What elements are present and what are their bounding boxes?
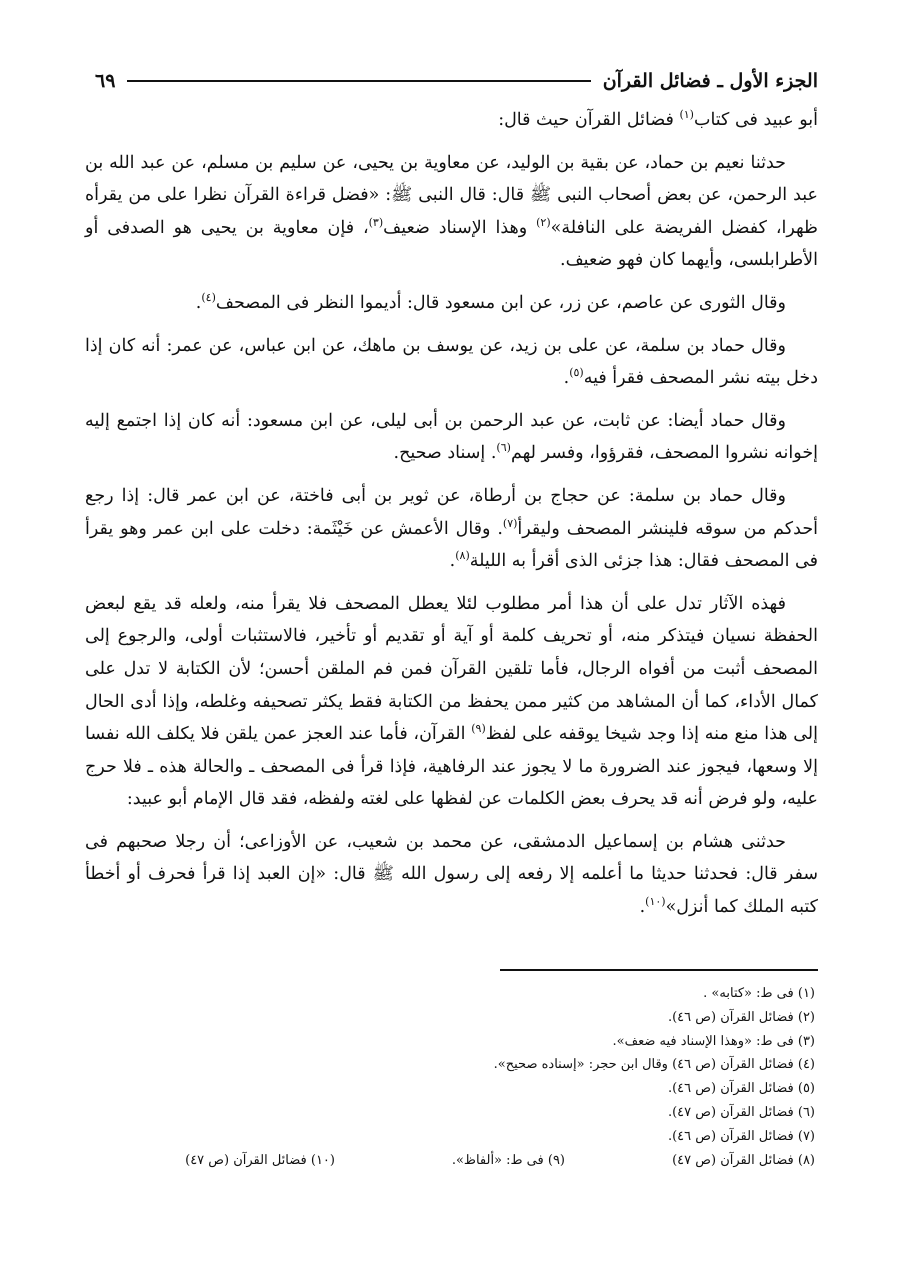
text-run: وقال حماد بن سلمة، عن على بن زيد، عن يوسف بن ماهك، عن ابن عباس، عن عمر: أنه كان إذا دخل بيته نشر المصحف فقرأ فيه bbox=[85, 335, 818, 389]
text-run: . إسناد صحيح. bbox=[393, 443, 497, 464]
paragraph bbox=[85, 104, 818, 137]
header-rule bbox=[127, 80, 590, 82]
text-run: . وقال الأعمش عن خَيْثَمة: دخلت على ابن عمر وهو يقرأ فى المصحف فقال: هذا جزئى الذى أقرأ به الليلة bbox=[85, 518, 818, 572]
paragraph bbox=[85, 330, 818, 395]
page-number: ٦٩ bbox=[95, 70, 116, 92]
paragraph bbox=[85, 287, 818, 320]
text-run: وقال حماد بن سلمة: عن حجاج بن أرطاة، عن ثوير بن أبى فاختة، عن ابن عمر قال: إذا رجع أحدكم من سوقه فلينشر المصحف وليقرأ bbox=[85, 485, 818, 539]
footnote: (٩) فى ط: «ألفاظ». bbox=[451, 1152, 565, 1168]
text-run: ، فإن معاوية بن يحيى هو الصدفى أو الأطرابلسى، وأيهما كان فهو ضعيف. bbox=[85, 217, 818, 271]
footnote: (١٠) فضائل القرآن (ص ٤٧) bbox=[185, 1152, 335, 1168]
running-header bbox=[95, 66, 818, 96]
text-run: حدثنا نعيم بن حماد، عن بقية بن الوليد، عن معاوية بن يحيى، عن سليم بن مسلم، عن عبد الله بن عبد الرحمن، عن بعض أصحاب النبى ﷺ قال: قال النبى ﷺ: «فضل قراءة القرآن نظرا على من يقرأه ظهرا، كفضل الفريضة على النافلة» bbox=[85, 152, 818, 238]
text-run: وقال الثورى عن عاصم، عن زر، عن ابن مسعود قال: أديموا النظر فى المصحف bbox=[215, 292, 786, 313]
footnote-ref: (٩) bbox=[471, 722, 486, 736]
footnote: (٢) فضائل القرآن (ص ٤٦). bbox=[667, 1009, 815, 1025]
text-run: فضائل القرآن حيث قال: bbox=[498, 110, 680, 130]
footnote: (٣) فى ط: «وهذا الإسناد فيه ضعف». bbox=[612, 1033, 815, 1049]
text-run: حدثنى هشام بن إسماعيل الدمشقى، عن محمد بن شعيب، عن الأوزاعى؛ أن رجلا صحبهم فى سفر قال: فحدثنا حديثا ما أعلمه إلا رفعه إلى رسول الله ﷺ قال: «إن العبد إذا قرأ فحرف أو أخطأ كتبه الملك كما أنزل» bbox=[85, 831, 818, 918]
paragraph bbox=[85, 405, 818, 470]
paragraph bbox=[85, 826, 818, 924]
footnote-row bbox=[85, 1149, 815, 1173]
running-title: الجزء الأول ـ فضائل القرآن bbox=[602, 70, 818, 92]
footnote-ref: (٢) bbox=[536, 215, 551, 229]
footnote: (٧) فضائل القرآن (ص ٤٦). bbox=[667, 1128, 815, 1144]
footnote-ref: (١٠) bbox=[645, 895, 666, 909]
footnote-ref: (٨) bbox=[455, 549, 470, 563]
paragraph bbox=[85, 480, 818, 578]
paragraph bbox=[85, 588, 818, 816]
footnote-ref: (٤) bbox=[201, 291, 216, 305]
text-run: . bbox=[449, 551, 456, 572]
footnote-ref: (٦) bbox=[496, 441, 511, 455]
footnote: (١) فى ط: «كتابه» . bbox=[703, 986, 815, 1001]
footnote: (٨) فضائل القرآن (ص ٤٧) bbox=[672, 1152, 815, 1168]
footnote: (٦) فضائل القرآن (ص ٤٧). bbox=[667, 1104, 815, 1120]
footnote: (٥) فضائل القرآن (ص ٤٦). bbox=[667, 1081, 815, 1097]
text-run: . bbox=[639, 897, 646, 918]
main-text bbox=[85, 104, 818, 934]
text-run: القرآن، فأما عند العجز عمن يلقن فلا يكلف الله نفسا إلا وسعها، فيجوز عند الضرورة ما لا يجوز عند الرفاهية، فإذا قرأ فى المصحف ـ والحالة هذه ـ فلا حرج عليه، ولو فرض أنه قد يحرف بعض الكلمات عن لفظها على لغته ولفظه، فقد قال الإمام أبو عبيد: bbox=[85, 724, 818, 810]
text-run: وقال حماد أيضا: عن ثابت، عن عبد الرحمن بن أبى ليلى، عن ابن مسعود: أنه كان إذا اجتمع إليه إخوانه نشروا المصحف، فقرؤوا، وفسر لهم bbox=[85, 410, 818, 464]
text-run: . bbox=[563, 368, 570, 389]
footnote-separator bbox=[500, 969, 818, 971]
text-run: . bbox=[195, 292, 202, 313]
footnote-ref: (١) bbox=[679, 108, 694, 122]
footnote-ref: (٧) bbox=[502, 516, 518, 530]
paragraph bbox=[85, 147, 818, 277]
footnote: (٤) فضائل القرآن (ص ٤٦) وقال ابن حجر: «إسناده صحيح». bbox=[493, 1057, 815, 1073]
text-run: وهذا الإسناد ضعيف bbox=[383, 217, 537, 238]
text-run: أبو عبيد فى كتاب bbox=[693, 110, 818, 130]
footnotes bbox=[85, 982, 815, 1172]
footnote-ref: (٣) bbox=[368, 215, 384, 229]
text-run: فهذه الآثار تدل على أن هذا أمر مطلوب لئلا يعطل المصحف فلا يقرأ منه، ولعله قد يقع لبعض الحفظة نسيان فيتذكر منه، أو تحريف كلمة أو آية أو تقديم أو تأخير، فالاستثبات أولى، والرجوع إلى المصحف أثبت من أفواه الرجال، فأما تلقين القرآن فمن فم الملقن أحسن؛ لأن الكتابة لا تدل على كمال الأداء، كما أن المشاهد من كثير ممن يحفظ من الكتابة فقط يكثر تصحيفه وغلطه، وإذا أدى الحال إلى هذا منع منه إذا وجد شيخا يوقفه على لفظ bbox=[85, 593, 818, 745]
footnote-ref: (٥) bbox=[569, 366, 584, 380]
